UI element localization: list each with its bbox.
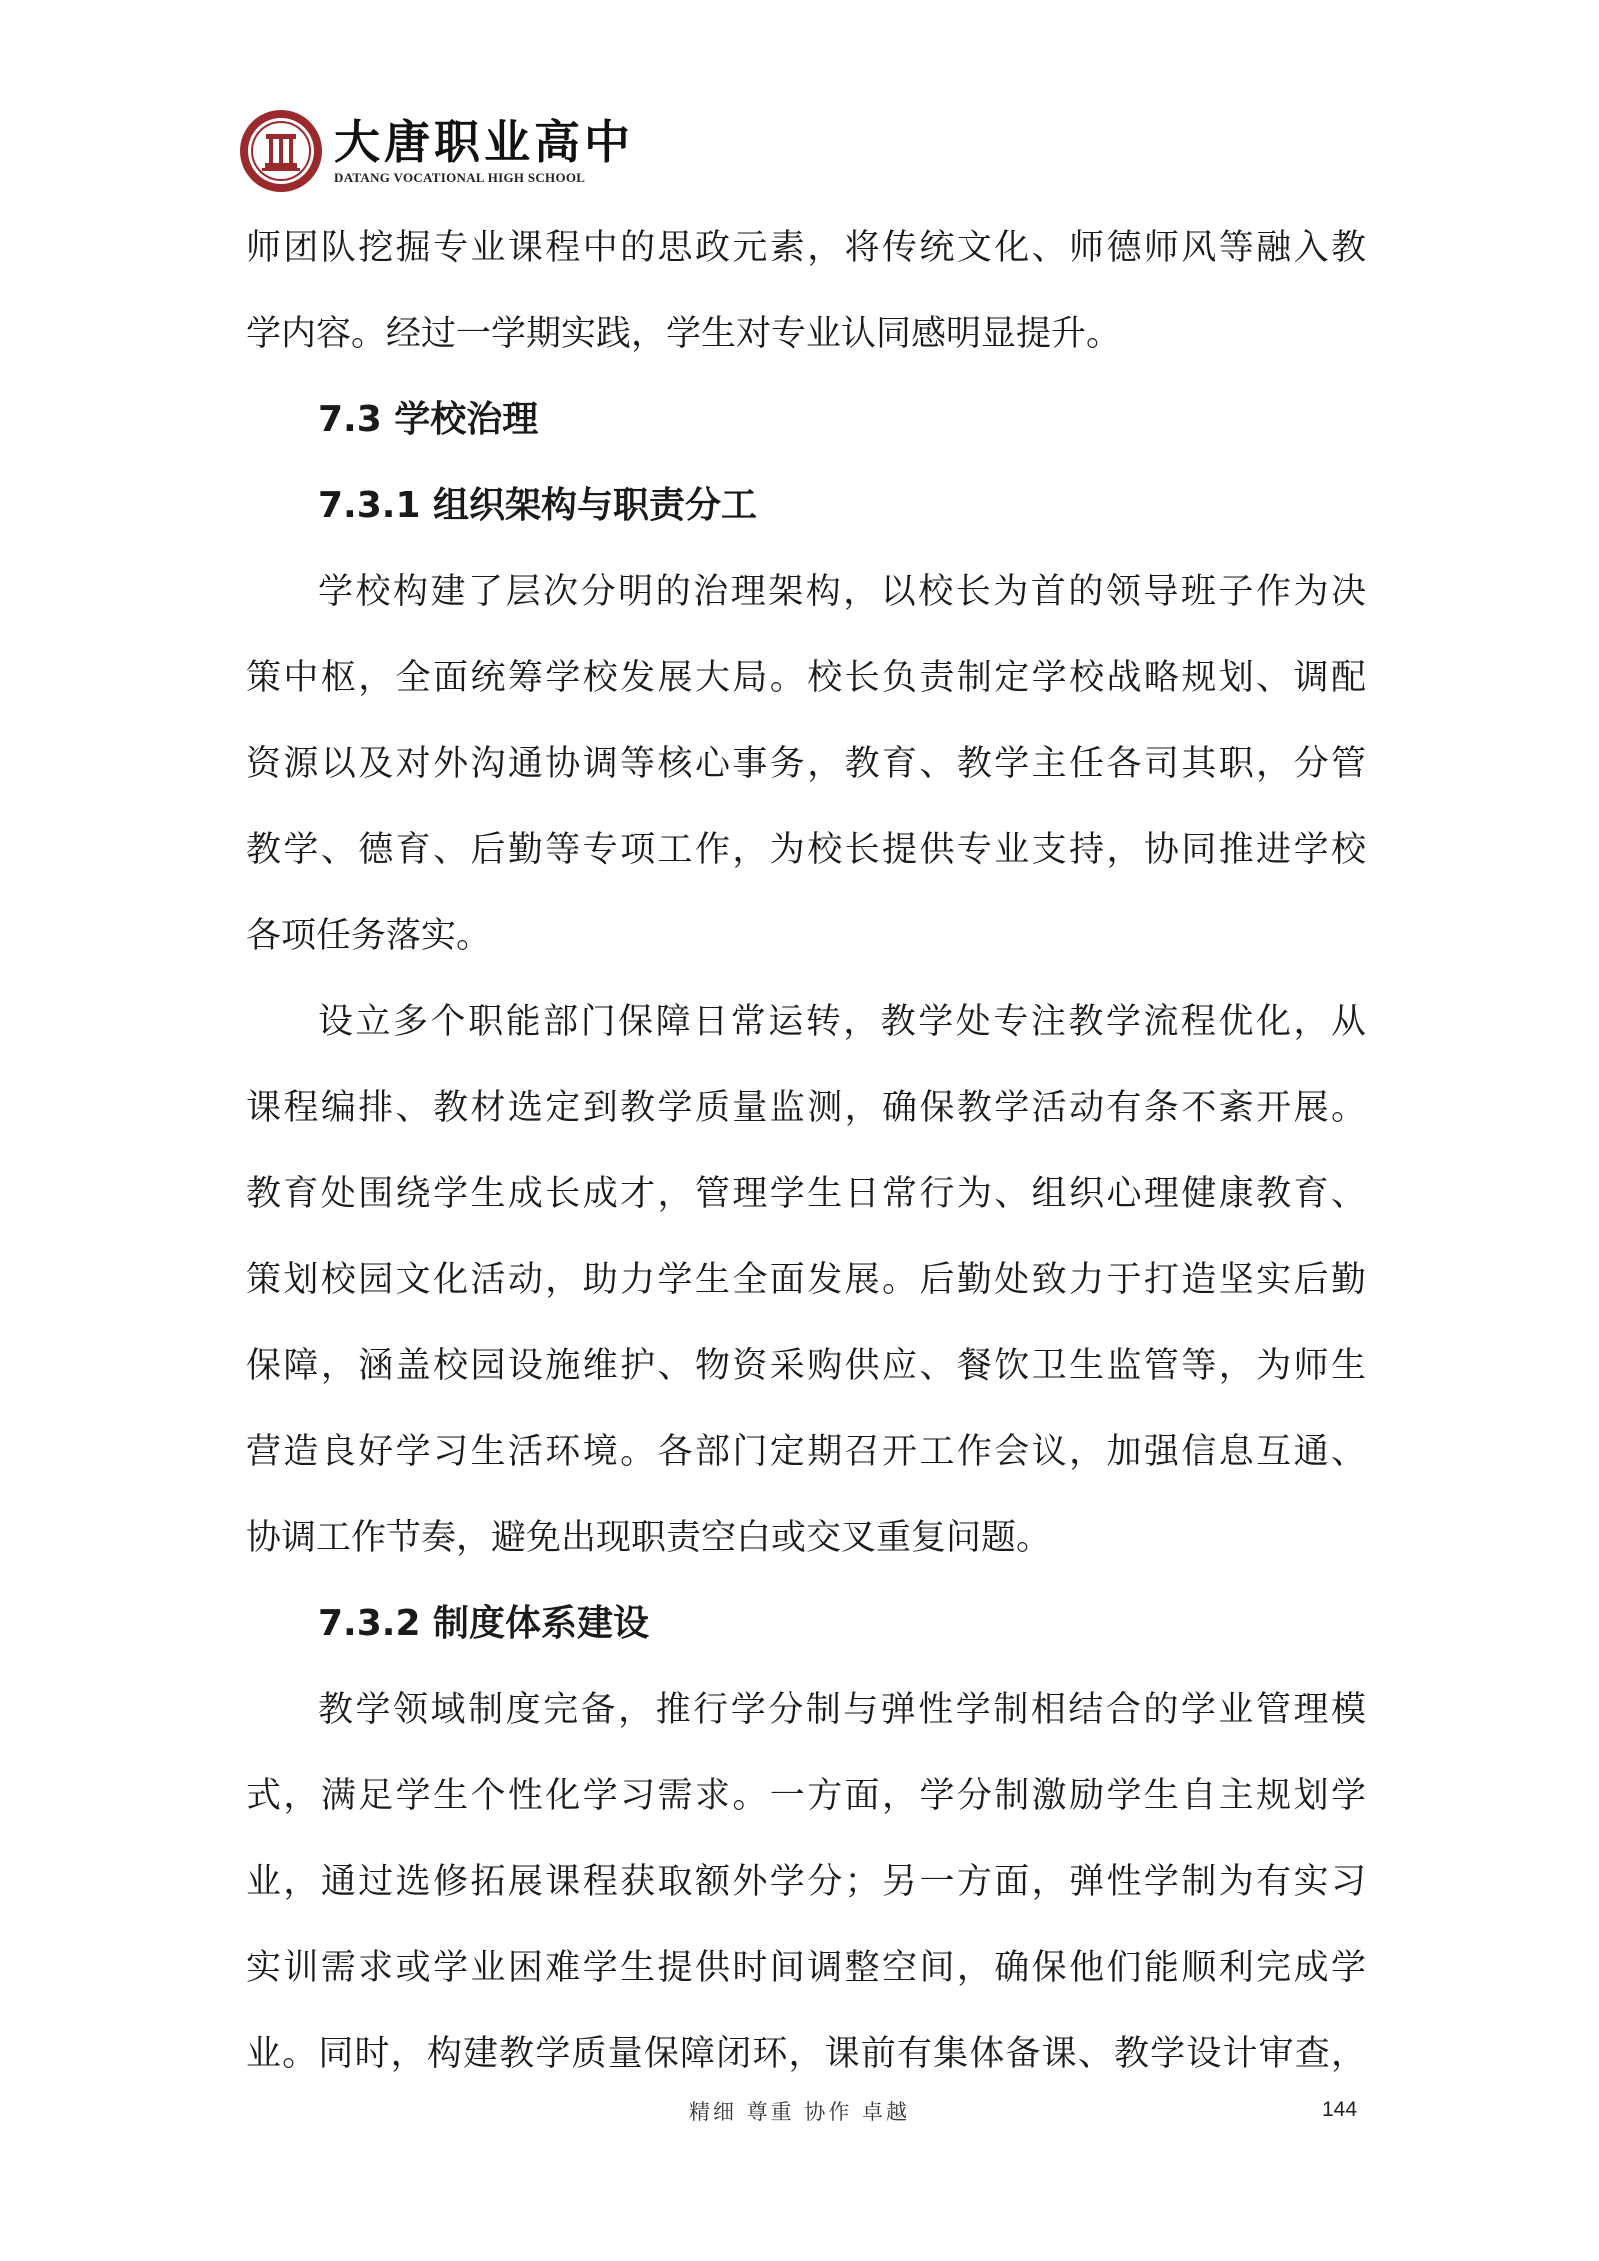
footer-slogan: 精细 尊重 协作 卓越 (688, 2100, 911, 2124)
text-line: 资源以及对外沟通协调等核心事务，教育、教学主任各司其职，分管 (246, 744, 1366, 784)
text-line: 学内容。经过一学期实践，学生对专业认同感明显提升。 (246, 314, 1122, 354)
logo-text-block (334, 116, 634, 186)
school-name-chinese: 大唐职业高中 (334, 115, 634, 169)
text-line: 设立多个职能部门保障日常运转，教学处专注教学流程优化，从 (318, 1002, 1366, 1042)
school-name-english: DATANG VOCATIONAL HIGH SCHOOL (334, 170, 586, 185)
text-line: 策中枢，全面统筹学校发展大局。校长负责制定学校战略规划、调配 (246, 658, 1366, 698)
text-line: 业，通过选修拓展课程获取额外学分；另一方面，弹性学制为有实习 (246, 1862, 1366, 1902)
text-line: 保障，涵盖校园设施维护、物资采购供应、餐饮卫生监管等，为师生 (246, 1346, 1366, 1386)
document-body (246, 205, 1366, 2097)
subsection-heading: 7.3.1 组织架构与职责分工 (318, 485, 758, 526)
document-header (238, 108, 634, 194)
text-line: 营造良好学习生活环境。各部门定期召开工作会议，加强信息互通、 (246, 1432, 1366, 1472)
text-line: 各项任务落实。 (246, 916, 492, 956)
document-footer (0, 2090, 1599, 2130)
subsection-heading: 7.3.2 制度体系建设 (318, 1603, 650, 1644)
school-seal-logo (238, 108, 324, 194)
text-line: 课程编排、教材选定到教学质量监测，确保教学活动有条不紊开展。 (246, 1088, 1366, 1128)
text-line: 教育处围绕学生成长成才，管理学生日常行为、组织心理健康教育、 (246, 1174, 1366, 1214)
text-line: 策划校园文化活动，助力学生全面发展。后勤处致力于打造坚实后勤 (246, 1260, 1366, 1300)
text-line: 教学、德育、后勤等专项工作，为校长提供专业支持，协同推进学校 (246, 830, 1366, 870)
text-line: 教学领域制度完备，推行学分制与弹性学制相结合的学业管理模 (318, 1690, 1366, 1730)
section-heading: 7.3 学校治理 (318, 399, 539, 440)
text-line: 实训需求或学业困难学生提供时间调整空间，确保他们能顺利完成学 (246, 1948, 1366, 1988)
page-number: 144 (1322, 2098, 1358, 2121)
text-line: 式，满足学生个性化学习需求。一方面，学分制激励学生自主规划学 (246, 1776, 1366, 1816)
text-line: 协调工作节奏，避免出现职责空白或交叉重复问题。 (246, 1518, 1052, 1558)
text-line: 业。同时，构建教学质量保障闭环，课前有集体备课、教学设计审查， (246, 2034, 1366, 2074)
text-line: 学校构建了层次分明的治理架构，以校长为首的领导班子作为决 (318, 572, 1366, 612)
text-line: 师团队挖掘专业课程中的思政元素，将传统文化、师德师风等融入教 (246, 228, 1366, 268)
